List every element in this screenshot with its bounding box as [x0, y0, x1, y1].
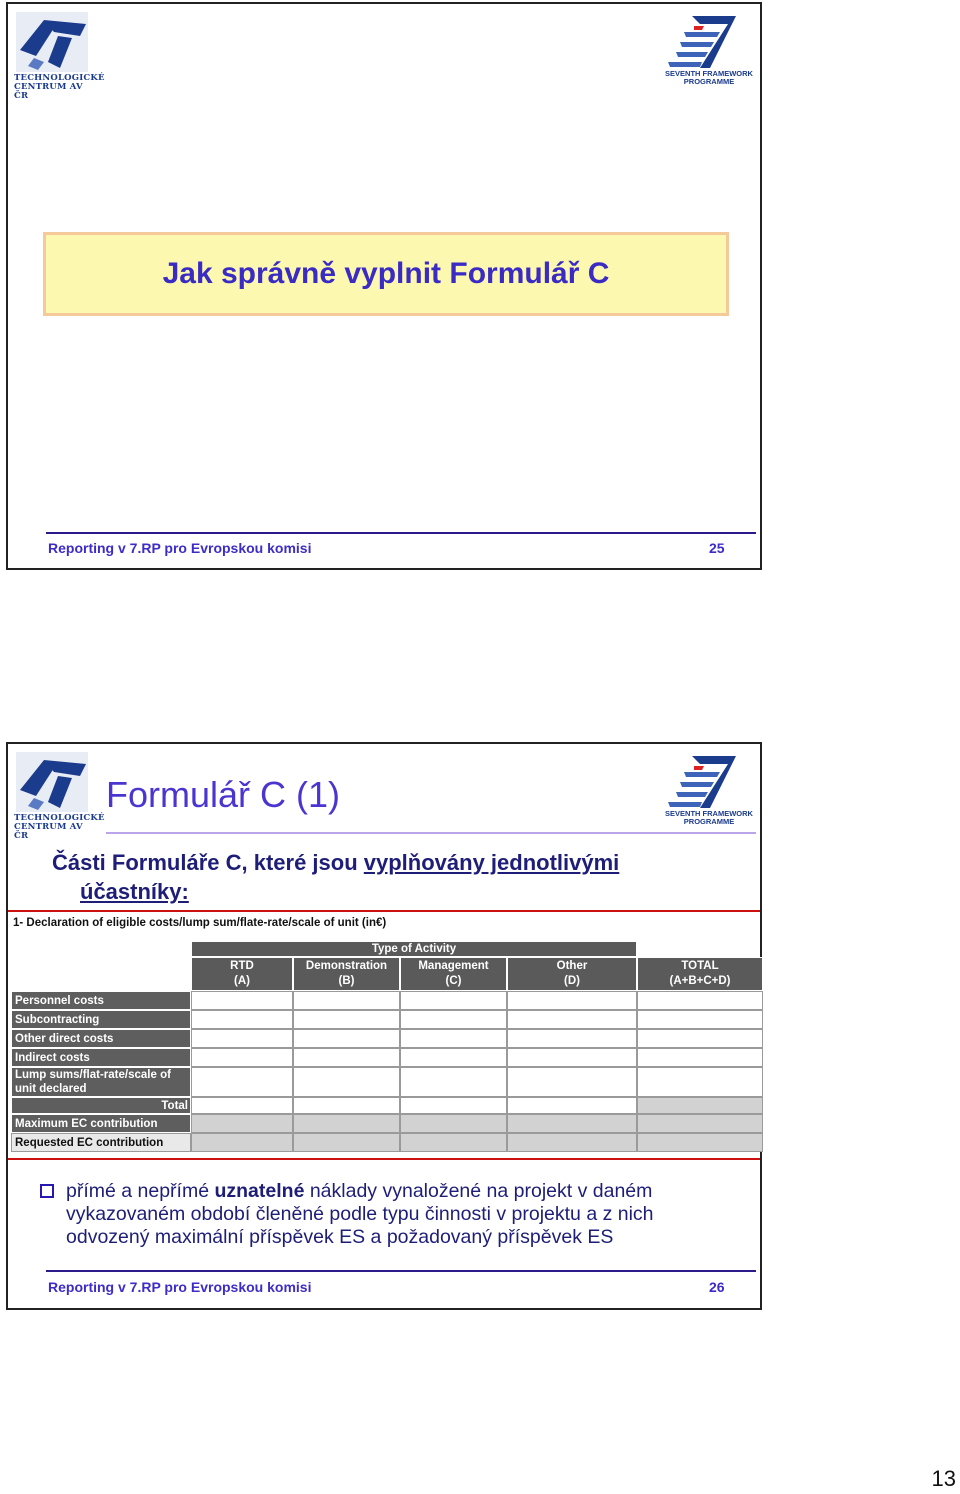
technologicke-centrum-logo	[14, 10, 105, 101]
col-header-management: Management (C)	[400, 957, 507, 991]
tc-emblem-icon	[14, 750, 90, 814]
table-cell	[400, 1133, 507, 1152]
footer-rule	[46, 1270, 756, 1272]
slide-footer: Reporting v 7.RP pro Evropskou komisi	[48, 1279, 312, 1295]
tc-logo-text: TECHNOLOGICKÉ CENTRUM AV ČR	[14, 813, 105, 841]
slide-footer: Reporting v 7.RP pro Evropskou komisi	[48, 540, 312, 556]
table-cell[interactable]	[507, 991, 637, 1010]
table-cell	[293, 1114, 400, 1133]
table-cell[interactable]	[637, 991, 763, 1010]
col-header-other: Other (D)	[507, 957, 637, 991]
slide-title-box	[43, 232, 729, 316]
table-cell[interactable]	[400, 1097, 507, 1114]
table-cell[interactable]	[191, 1067, 293, 1097]
table-cell[interactable]	[507, 1097, 637, 1114]
row-label-other-direct-costs: Other direct costs	[11, 1029, 191, 1048]
table-cell[interactable]	[637, 1048, 763, 1067]
tc-emblem-icon	[14, 10, 90, 74]
slide-subtitle	[52, 848, 732, 906]
table-cell	[507, 1133, 637, 1152]
table-cell[interactable]	[191, 1029, 293, 1048]
footer-rule	[46, 532, 756, 534]
slide-25	[6, 2, 762, 570]
table-cell[interactable]	[293, 1097, 400, 1114]
table-cell	[400, 1114, 507, 1133]
col-header-rtd: RTD (A)	[191, 957, 293, 991]
fp7-logo-text: SEVENTH FRAMEWORK PROGRAMME	[665, 69, 753, 86]
slide-number: 26	[709, 1279, 725, 1295]
table-top-rule	[8, 910, 760, 912]
table-cell	[191, 1114, 293, 1133]
table-cell[interactable]	[637, 1029, 763, 1048]
subtitle-underlined-2: účastníky:	[80, 879, 189, 904]
table-cell[interactable]	[400, 1029, 507, 1048]
square-bullet-icon	[40, 1184, 54, 1198]
fp7-emblem-icon	[664, 12, 754, 70]
slide-title: Jak správně vyplnit Formulář C	[162, 257, 610, 290]
table-cell[interactable]	[507, 1010, 637, 1029]
table-cell	[637, 1133, 763, 1152]
tc-logo-text: TECHNOLOGICKÉ CENTRUM AV ČR	[14, 73, 105, 101]
row-label-requested-ec-contribution: Requested EC contribution	[11, 1133, 191, 1152]
table-cell[interactable]	[191, 1097, 293, 1114]
slide-number: 25	[709, 540, 725, 556]
table-cell	[637, 1114, 763, 1133]
table-cell	[637, 1097, 763, 1114]
table-cell[interactable]	[191, 1010, 293, 1029]
table-cell[interactable]	[400, 1010, 507, 1029]
table-cell[interactable]	[191, 991, 293, 1010]
table-cell[interactable]	[191, 1048, 293, 1067]
table-cell	[293, 1133, 400, 1152]
table-cell[interactable]	[293, 1048, 400, 1067]
table-cell[interactable]	[400, 991, 507, 1010]
table-cell[interactable]	[400, 1067, 507, 1097]
table-cell	[507, 1114, 637, 1133]
row-label-total: Total	[11, 1097, 191, 1114]
title-rule	[106, 832, 756, 834]
table-cell[interactable]	[400, 1048, 507, 1067]
type-of-activity-header: Type of Activity	[191, 941, 637, 957]
row-label-indirect-costs: Indirect costs	[11, 1048, 191, 1067]
table-bottom-rule	[8, 1158, 760, 1160]
technologicke-centrum-logo	[14, 750, 105, 841]
seventh-framework-logo	[664, 752, 754, 832]
fp7-logo-text: SEVENTH FRAMEWORK PROGRAMME	[665, 809, 753, 826]
page-number: 13	[931, 1466, 956, 1491]
table-cell[interactable]	[637, 1067, 763, 1097]
cost-declaration-table	[11, 941, 761, 1153]
row-label-lump-sums: Lump sums/flat-rate/scale of unit declared	[11, 1067, 191, 1097]
col-header-total: TOTAL (A+B+C+D)	[637, 957, 763, 991]
col-header-demonstration: Demonstration (B)	[293, 957, 400, 991]
table-cell[interactable]	[507, 1029, 637, 1048]
table-cell[interactable]	[507, 1048, 637, 1067]
slide-title: Formulář C (1)	[106, 774, 341, 815]
table-cell[interactable]	[293, 991, 400, 1010]
subtitle-underlined-1: vyplňovány jednotlivými	[363, 850, 620, 875]
table-cell[interactable]	[293, 1067, 400, 1097]
table-cell[interactable]	[293, 1010, 400, 1029]
table-caption: 1- Declaration of eligible costs/lump sum/flate-rate/scale of unit (in€)	[13, 917, 387, 929]
table-cell[interactable]	[507, 1067, 637, 1097]
row-label-subcontracting: Subcontracting	[11, 1010, 191, 1029]
seventh-framework-logo	[664, 12, 754, 92]
row-label-maximum-ec-contribution: Maximum EC contribution	[11, 1114, 191, 1133]
table-cell	[191, 1133, 293, 1152]
bullet-text: přímé a nepřímé uznatelné náklady vynaložené na projekt v daném vykazovaném období členěné podle typu činnosti v projektu a z nich odvozený maximální příspěvek ES a požadovaný příspěvek ES	[66, 1180, 654, 1248]
row-label-personnel-costs: Personnel costs	[11, 991, 191, 1010]
table-cell[interactable]	[293, 1029, 400, 1048]
table-cell[interactable]	[637, 1010, 763, 1029]
fp7-emblem-icon	[664, 752, 754, 810]
slide-26	[6, 742, 762, 1310]
subtitle-text: Části Formuláře C, které jsou	[52, 850, 364, 875]
